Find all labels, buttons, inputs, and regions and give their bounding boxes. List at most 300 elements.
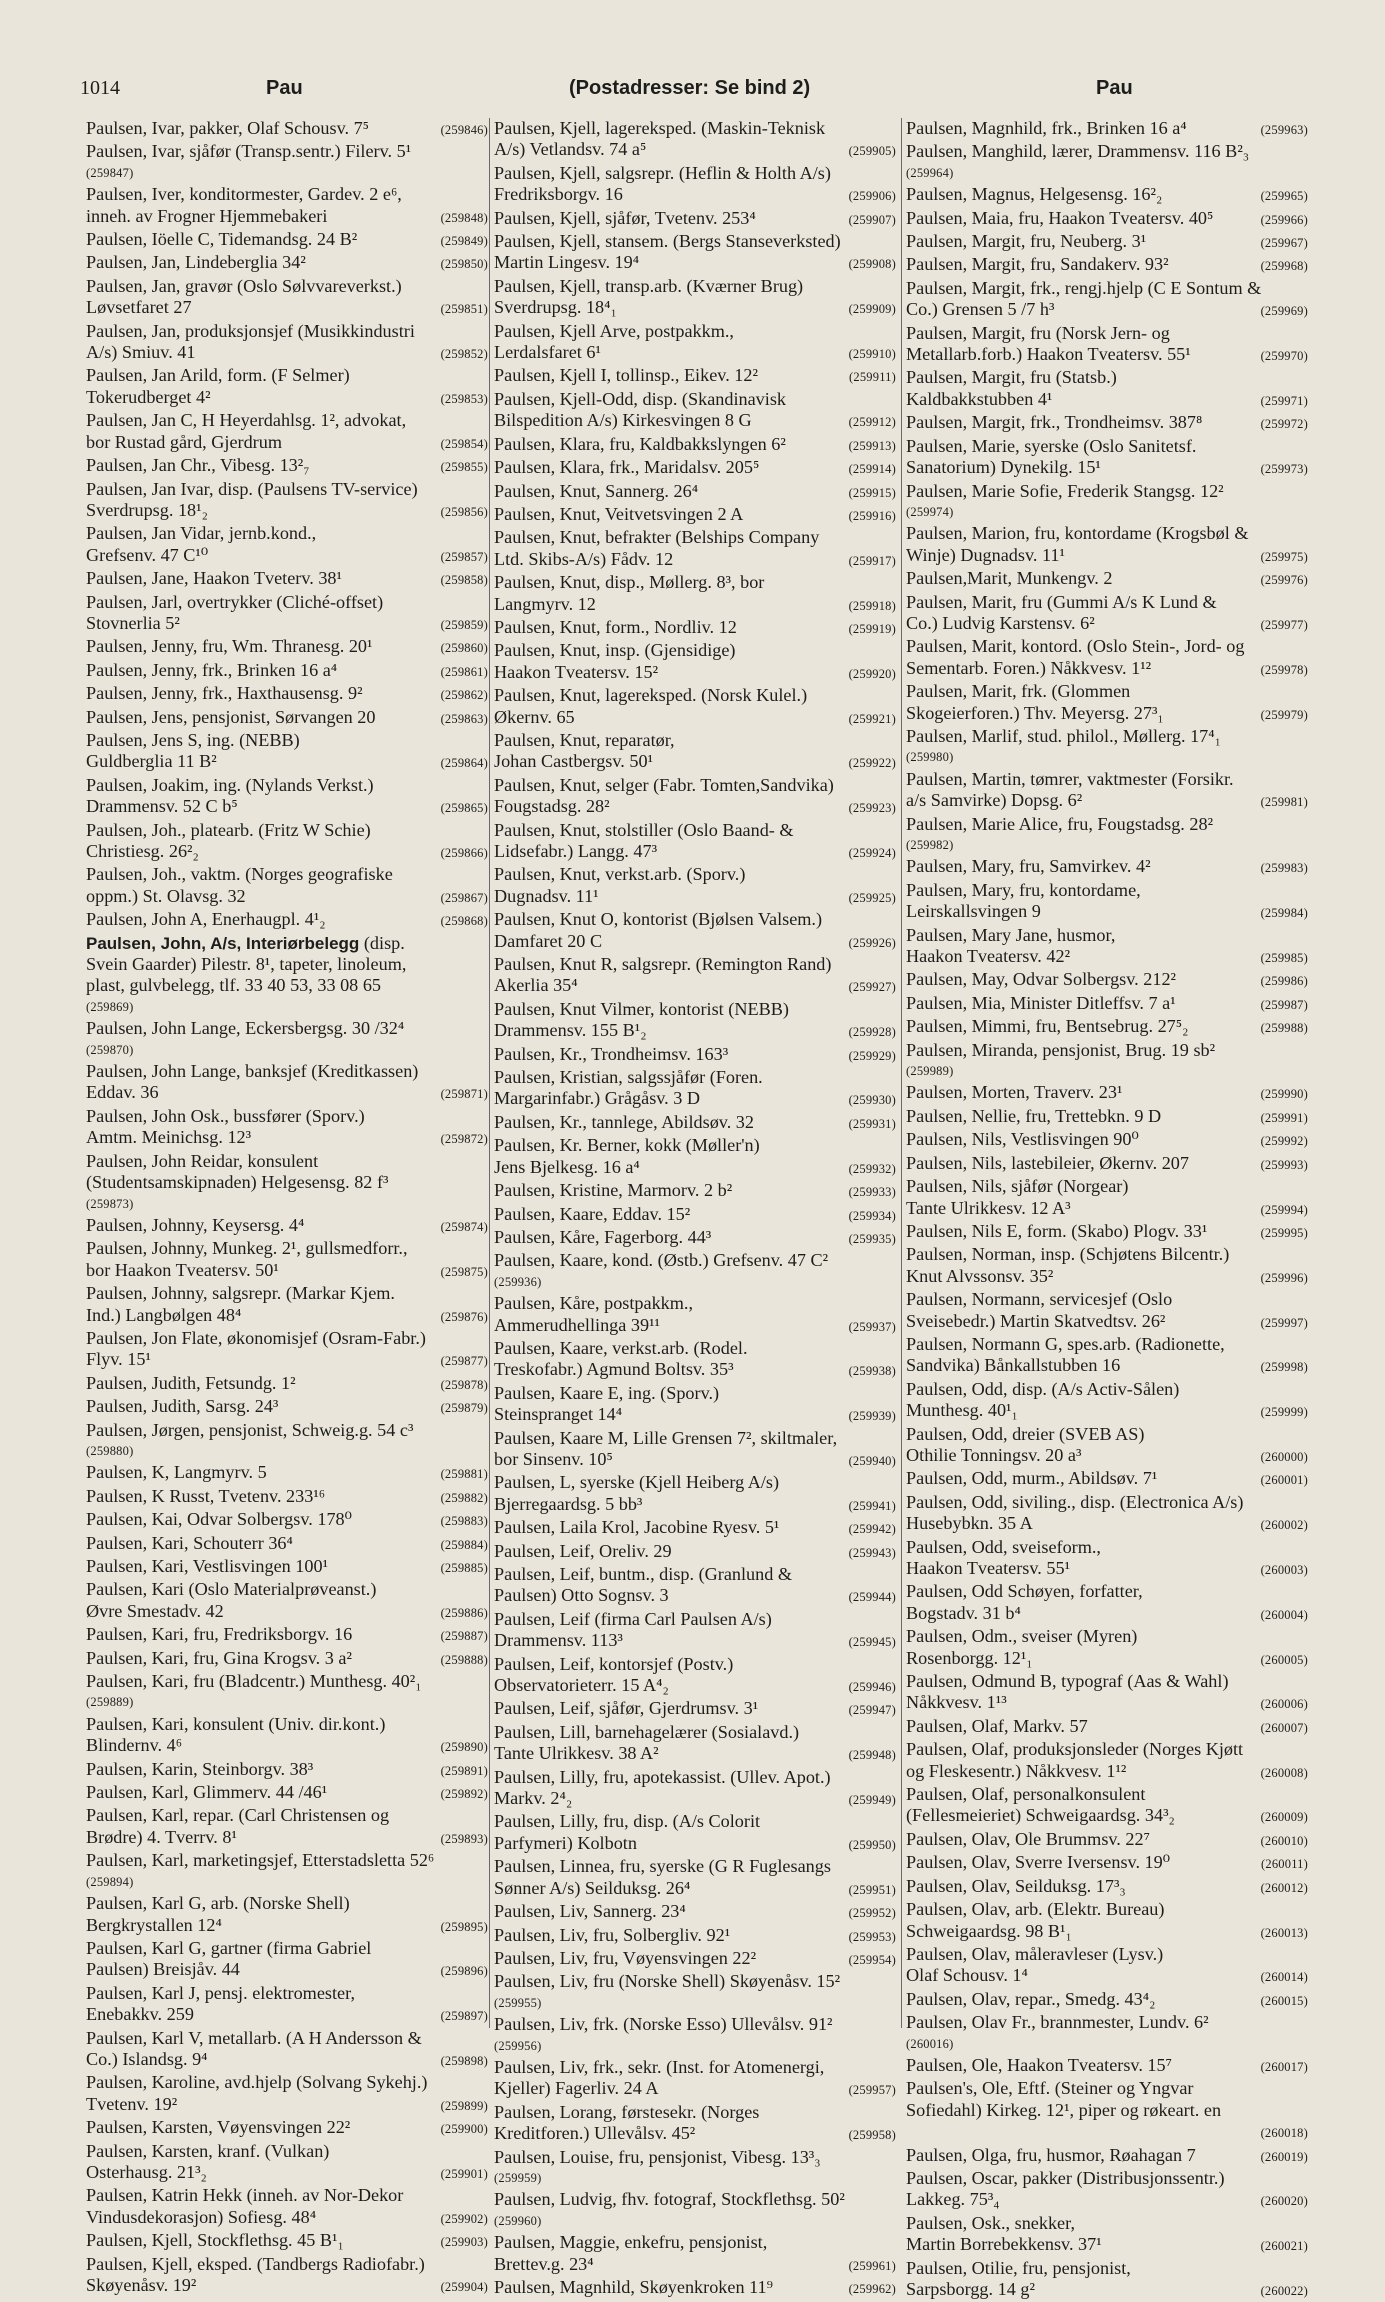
entry-text: Paulsen, Kari, fru, Fredriksborgv. 16 — [86, 1624, 353, 1645]
directory-entry — [86, 1648, 488, 1671]
directory-entry — [494, 504, 896, 527]
entry-text: Paulsen, John Osk., bussfører (Sporv.) — [86, 1105, 365, 1126]
phone-number: (260003) — [1260, 1563, 1308, 1577]
entry-text: Haakon Tveatersv. 15² — [494, 661, 659, 682]
phone-number: (260018) — [1260, 2126, 1308, 2141]
entry-text: Sverdrupsg. 18¹₂ — [86, 499, 208, 520]
entry-text: Paulsen, Joh., platearb. (Fritz W Schie) — [86, 819, 371, 840]
phone-number: (259995) — [1260, 1225, 1308, 1240]
entry-text: a/s Samvirke) Dopsg. 6² — [906, 790, 1083, 811]
phone-number: (259993) — [1260, 1157, 1308, 1172]
entry-text: Paulsen, Knut Vilmer, kontorist (NEBB) — [494, 998, 789, 1019]
directory-entry — [906, 880, 1308, 925]
phone-number: (259903) — [440, 2235, 488, 2250]
directory-entry — [906, 1944, 1308, 1989]
entry-text: Paulsen, Odd, disp. (A/s Activ-Sålen) — [906, 1378, 1180, 1399]
phone-number: (259898) — [440, 2053, 488, 2068]
phone-number: (259961) — [848, 2258, 896, 2273]
phone-number: (259913) — [848, 438, 896, 453]
entry-text: Paulsen, Karl G, arb. (Norske Shell) — [86, 1893, 350, 1914]
entry-text: Paulsen, Marlif, stud. philol., Møllerg. 17⁴₁ — [906, 725, 1221, 746]
entry-text: Sarpsborgg. 14 g² — [906, 2279, 1035, 2299]
entry-text: Paulsen, Marit, kontord. (Oslo Stein-, Jord- og — [906, 636, 1245, 657]
entry-text: Paulsen, Odd Schøyen, forfatter, — [906, 1581, 1143, 1602]
phone-number: (259879) — [440, 1401, 488, 1416]
entry-text: Paulsen, Nellie, fru, Trettebkn. 9 D — [906, 1105, 1162, 1126]
phone-number: (259947) — [848, 1703, 896, 1718]
entry-text: Paulsen, May, Odvar Solbergsv. 212² — [906, 969, 1176, 990]
entry-text: Paulsen, Kjell, eksped. (Tandbergs Radiofabr.) — [86, 2253, 425, 2274]
entry-text: Paulsen, Iver, konditormester, Gardev. 2 e⁶, — [86, 184, 402, 205]
directory-entry — [906, 231, 1308, 254]
entry-text: Paulsen, Johnny, Keysersg. 4⁴ — [86, 1214, 305, 1235]
entry-text: Tvetenv. 19² — [86, 2093, 178, 2114]
entry-text: Dugnadsv. 11¹ — [494, 885, 599, 906]
entry-text: Nåkkvesv. 1¹³ — [906, 1692, 1007, 1713]
phone-number: (259985) — [1260, 951, 1308, 966]
directory-entry — [86, 1018, 488, 1061]
phone-number: (259969) — [1260, 304, 1308, 319]
phone-number: (259971) — [1260, 393, 1308, 408]
page-number: 1014 — [80, 77, 120, 99]
entry-text: Paulsen, Kristine, Marmorv. 2 b² — [494, 1180, 733, 1201]
directory-entry — [494, 321, 896, 366]
directory-entry — [906, 2168, 1308, 2213]
entry-text: Jens Bjelkesg. 16 a⁴ — [494, 1156, 640, 1177]
directory-entry — [86, 592, 488, 637]
phone-number: (259921) — [848, 711, 896, 726]
phone-number: (260014) — [1260, 1970, 1308, 1985]
entry-text: Paulsen, Jenny, frk., Haxthausensg. 9² — [86, 683, 363, 704]
phone-number: (259950) — [848, 1837, 896, 1852]
entry-text: Bergkrystallen 12⁴ — [86, 1914, 222, 1935]
phone-number: (260020) — [1260, 2194, 1308, 2209]
entry-text: Paulsen, Kjell, stansem. (Bergs Stanseverksted) — [494, 231, 841, 252]
directory-entry — [86, 1238, 488, 1283]
phone-number: (259914) — [848, 462, 896, 477]
entry-text: Bjerregaardsg. 5 bb³ — [494, 1493, 643, 1514]
entry-text: Observatorieterr. 15 A⁴₂ — [494, 1675, 669, 1696]
entry-text: Paulsen, Nils, sjåfør (Norgear) — [906, 1176, 1129, 1197]
directory-entry — [86, 2141, 488, 2186]
entry-text: Haakon Tveatersv. 55¹ — [906, 1558, 1071, 1578]
directory-entry — [906, 769, 1308, 814]
directory-entry — [86, 1486, 488, 1509]
directory-entry — [906, 1899, 1308, 1944]
entry-text: Paulsen, Kaare, verkst.arb. (Rodel. — [494, 1337, 748, 1358]
phone-number: (259872) — [440, 1132, 488, 1147]
entry-text: Paulsen, Olaf, produksjonsleder (Norges Kjøtt — [906, 1739, 1244, 1760]
phone-number: (260001) — [1260, 1473, 1308, 1488]
phone-number: (259981) — [1260, 795, 1308, 810]
entry-text: Paulsen, Mimmi, fru, Bentsebrug. 27⁵₂ — [906, 1016, 1189, 1037]
phone-number: (259976) — [1260, 573, 1308, 588]
directory-column-2 — [494, 118, 896, 2300]
entry-text: Ammerudhellinga 39¹¹ — [494, 1314, 660, 1335]
directory-entry — [86, 1061, 488, 1106]
phone-number: (259886) — [440, 1605, 488, 1620]
phone-number: (259944) — [848, 1590, 896, 1605]
phone-number: (259925) — [848, 890, 896, 905]
phone-number: (259915) — [848, 485, 896, 500]
entry-text: Paulsen, Knut O, kontorist (Bjølsen Valsem.) — [494, 909, 823, 930]
entry-text: plast, gulvbelegg, tlf. 33 40 53, 33 08 65 — [86, 975, 382, 996]
directory-entry — [86, 1938, 488, 1983]
entry-text: Rosenborgg. 12¹₁ — [906, 1647, 1033, 1668]
directory-entry — [494, 481, 896, 504]
phone-number: (260015) — [1260, 1993, 1308, 2008]
directory-entry — [494, 954, 896, 999]
directory-entry — [494, 999, 896, 1044]
directory-entry — [494, 1541, 896, 1564]
directory-entry — [86, 1283, 488, 1328]
directory-entry — [494, 1811, 896, 1856]
entry-text: Paulsen, John A, Enerhaugpl. 4¹₂ — [86, 909, 326, 930]
entry-text: Paulsen, Kjell I, tollinsp., Eikev. 12² — [494, 365, 758, 386]
column-divider — [901, 118, 902, 2028]
entry-text: Eddav. 36 — [86, 1082, 159, 1103]
directory-entry — [86, 1420, 488, 1463]
entry-text: Paulsen, Joh., vaktm. (Norges geografiske — [86, 864, 393, 885]
entry-text: Paulsen, Odmund B, typograf (Aas & Wahl) — [906, 1671, 1229, 1692]
entry-text: Paulsen, Liv, fru, Vøyensvingen 22² — [494, 1947, 757, 1968]
entry-text: Paulsen, Olav, arb. (Elektr. Bureau) — [906, 1899, 1165, 1920]
directory-entry — [494, 1293, 896, 1338]
phone-number: (259982) — [906, 838, 954, 852]
directory-entry — [906, 2258, 1308, 2302]
directory-entry — [494, 231, 896, 276]
entry-text: Co.) Ludvig Karstensv. 6² — [906, 612, 1095, 633]
phone-number: (259890) — [440, 1740, 488, 1755]
directory-entry — [86, 775, 488, 820]
phone-number: (259891) — [440, 1763, 488, 1778]
directory-entry — [906, 993, 1308, 1016]
entry-text: Paulsen, Jørgen, pensjonist, Schweig.g. 54 c³ — [86, 1419, 414, 1440]
entry-text: Paulsen, Knut, verkst.arb. (Sporv.) — [494, 864, 746, 885]
entry-text: Sofiedahl) Kirkeg. 12¹, piper og røkeart. en — [906, 2099, 1222, 2120]
entry-text: Guldberglia 11 B² — [86, 751, 217, 772]
entry-text: Paulsen, Jan Ivar, disp. (Paulsens TV-service) — [86, 478, 418, 499]
entry-text: bor Sinsenv. 10⁵ — [494, 1448, 613, 1469]
phone-number: (260008) — [1260, 1765, 1308, 1780]
entry-text: Paulsen, Klara, frk., Maridalsv. 205⁵ — [494, 457, 760, 478]
phone-number: (259983) — [1260, 861, 1308, 876]
entry-text: Løvsetfaret 27 — [86, 297, 192, 318]
directory-entry — [494, 1250, 896, 1293]
entry-text: Paulsen, Kristian, salgssjåfør (Foren. — [494, 1067, 763, 1088]
directory-entry — [86, 252, 488, 275]
directory-entry — [906, 1468, 1308, 1491]
phone-number: (259929) — [848, 1048, 896, 1063]
entry-text: Olaf Schousv. 1⁴ — [906, 1965, 1028, 1986]
phone-number: (259926) — [848, 935, 896, 950]
entry-text: Vindusdekorasjon) Sofiesg. 48⁴ — [86, 2206, 317, 2227]
phone-number: (259955) — [494, 1995, 542, 2010]
phone-number: (259902) — [440, 2211, 488, 2226]
phone-number: (259932) — [848, 1161, 896, 1176]
phone-number: (259952) — [848, 1906, 896, 1921]
entry-text: Paulsen, Olga, fru, husmor, Røahagan 7 — [906, 2144, 1196, 2165]
phone-number: (259858) — [440, 573, 488, 588]
entry-text: Paulsen, Mia, Minister Ditleffsv. 7 a¹ — [906, 992, 1176, 1013]
directory-entry — [906, 1876, 1308, 1899]
entry-text: Osterhausg. 21³₂ — [86, 2161, 207, 2182]
directory-entry — [906, 412, 1308, 435]
entry-text: Paulsen, Maia, fru, Haakon Tveatersv. 40⁵ — [906, 207, 1214, 228]
phone-number: (259904) — [440, 2280, 488, 2294]
directory-entry — [906, 118, 1308, 141]
entry-text: Brødre) 4. Tverrv. 8¹ — [86, 1826, 237, 1847]
entry-text: Brettev.g. 23⁴ — [494, 2253, 594, 2274]
entry-text: Paulsen, Olaf, Markv. 57 — [906, 1715, 1088, 1736]
phone-number: (259860) — [440, 641, 488, 656]
directory-entry — [86, 1624, 488, 1647]
directory-entry — [86, 660, 488, 683]
phone-number: (259875) — [440, 1264, 488, 1279]
entry-text: Paulsen, Kjell, transp.arb. (Kværner Brug) — [494, 275, 804, 296]
entry-text: Paulsen, K Russt, Tvetenv. 233¹⁶ — [86, 1485, 326, 1506]
directory-entry — [86, 229, 488, 252]
entry-text: Økernv. 65 — [494, 706, 575, 727]
entry-text: Steinspranget 14⁴ — [494, 1404, 623, 1425]
entry-text: Paulsen, Kr., Trondheimsv. 163³ — [494, 1043, 729, 1064]
directory-entry — [494, 1044, 896, 1067]
entry-text: Paulsen, Liv, fru (Norske Shell) Skøyenåsv. 15² — [494, 1971, 841, 1992]
entry-text: Paulsen, Knut, reparatør, — [494, 729, 675, 750]
phone-number: (259866) — [440, 846, 488, 860]
phone-number: (259962) — [848, 2282, 896, 2296]
directory-entry — [86, 479, 488, 524]
directory-entry — [906, 1739, 1308, 1784]
entry-text: Paulsen, Liv, frk. (Norske Esso) Ullevålsv. 91² — [494, 2014, 833, 2035]
directory-entry — [86, 1328, 488, 1373]
directory-entry — [494, 1383, 896, 1428]
directory-entry — [86, 683, 488, 706]
phone-number: (259924) — [848, 846, 896, 860]
directory-entry — [86, 2185, 488, 2230]
phone-number: (259999) — [1260, 1405, 1308, 1420]
entry-text: Paulsen, Odd, dreier (SVEB AS) — [906, 1423, 1145, 1444]
entry-text: Paulsen, Knut, lagereksped. (Norsk Kulel.) — [494, 685, 808, 706]
entry-text: Margarinfabr.) Grågåsv. 3 D — [494, 1088, 701, 1109]
directory-entry — [906, 208, 1308, 231]
directory-entry — [86, 2028, 488, 2073]
directory-entry — [494, 1767, 896, 1812]
phone-number: (259894) — [86, 1874, 134, 1889]
entry-text: Langmyrv. 12 — [494, 593, 596, 614]
directory-entry — [86, 2254, 488, 2299]
phone-number: (259972) — [1260, 417, 1308, 432]
entry-text: Paulsen, Nils E, form. (Skabo) Plogv. 33¹ — [906, 1220, 1208, 1241]
phone-number: (259877) — [440, 1354, 488, 1369]
entry-text: Ltd. Skibs-A/s) Fådv. 12 — [494, 548, 674, 569]
entry-text: Svein Gaarder) Pilestr. 8¹, tapeter, linoleum, — [86, 954, 407, 975]
entry-text: Paulsen, Kari, Vestlisvingen 100¹ — [86, 1556, 329, 1576]
entry-text: Stovnerlia 5² — [86, 612, 180, 633]
entry-text: Paulsen, Jens, pensjonist, Sørvangen 20 — [86, 706, 376, 727]
entry-text: Kreditforen.) Ullevålsv. 45² — [494, 2123, 696, 2144]
entry-text: Paulsen, Jenny, frk., Brinken 16 a⁴ — [86, 659, 338, 680]
entry-text: Munthesg. 40¹₁ — [906, 1400, 1018, 1421]
directory-entry — [86, 1714, 488, 1759]
phone-number: (259967) — [1260, 236, 1308, 251]
directory-entry — [906, 323, 1308, 368]
phone-number: (259910) — [848, 347, 896, 362]
directory-entry — [906, 1784, 1308, 1829]
entry-text: Paulsen, Olav, repar., Smedg. 43⁴₂ — [906, 1988, 1156, 2009]
entry-text: A/s) Smiuv. 41 — [86, 342, 196, 363]
entry-text: Flyv. 15¹ — [86, 1349, 151, 1370]
directory-entry — [906, 1016, 1308, 1039]
bold-company-name: Paulsen, John, A/s, Interiørbelegg — [86, 933, 360, 953]
phone-number: (260011) — [1261, 1857, 1308, 1872]
phone-number: (259986) — [1260, 974, 1308, 989]
phone-number: (259930) — [848, 1093, 896, 1108]
entry-text: Paulsen, Kai, Odvar Solbergsv. 178⁰ — [86, 1509, 352, 1530]
directory-entry — [86, 276, 488, 321]
phone-number: (259940) — [848, 1453, 896, 1468]
phone-number: (259881) — [440, 1467, 488, 1482]
phone-number: (259931) — [848, 1116, 896, 1131]
phone-number: (259896) — [440, 1964, 488, 1979]
phone-number: (259996) — [1260, 1270, 1308, 1285]
entry-text: Paulsen, Margit, frk., Trondheimsv. 387⁸ — [906, 412, 1203, 433]
entry-text: Martin Lingesv. 19⁴ — [494, 252, 640, 273]
entry-text: Paulsen, Olav, Seilduksg. 17³₃ — [906, 1875, 1126, 1896]
phone-number: (259847) — [86, 165, 134, 180]
entry-text: (Studentsamskipnaden) Helgesensg. 82 f³ — [86, 1172, 389, 1193]
entry-text: Paulsen, Magnhild, Skøyenkroken 11⁹ — [494, 2277, 773, 2297]
directory-entry — [86, 1579, 488, 1624]
entry-text: Paulsen, Knut, insp. (Gjensidige) — [494, 640, 736, 661]
entry-text: Paulsen, Karsten, kranf. (Vulkan) — [86, 2140, 330, 2161]
directory-entry — [86, 1533, 488, 1556]
entry-text: Treskofabr.) Agmund Boltsv. 35³ — [494, 1359, 734, 1380]
entry-text: Paulsen, Kjell-Odd, disp. (Skandinavisk — [494, 388, 786, 409]
directory-entry — [86, 1983, 488, 2028]
directory-entry — [86, 1396, 488, 1419]
phone-number: (260019) — [1260, 2149, 1308, 2164]
directory-entry — [906, 254, 1308, 277]
entry-text: Paulsen, Otilie, fru, pensjonist, — [906, 2257, 1131, 2278]
phone-number: (260009) — [1260, 1810, 1308, 1825]
header-keyword-left: Pau — [266, 77, 303, 99]
phone-number: (259948) — [848, 1748, 896, 1763]
directory-entry — [906, 925, 1308, 970]
entry-text: Paulsen, Leif, Oreliv. 29 — [494, 1540, 672, 1561]
entry-text: Christiesg. 26²₂ — [86, 841, 199, 861]
phone-number: (259905) — [848, 144, 896, 159]
entry-text: Paulsen, Martin, tømrer, vaktmester (Forsikr. — [906, 768, 1234, 789]
entry-text: Paulsen, Leif (firma Carl Paulsen A/s) — [494, 1608, 772, 1629]
entry-text: Enebakkv. 259 — [86, 2004, 194, 2025]
directory-entry — [494, 208, 896, 231]
phone-number: (259973) — [1260, 462, 1308, 477]
entry-text: Paulsen, Kåre, Fagerborg. 44³ — [494, 1226, 712, 1247]
entry-text: Paulsen, K, Langmyrv. 5 — [86, 1462, 267, 1483]
phone-number: (259907) — [848, 212, 896, 227]
entry-text: Paulsen, John Lange, Eckersbergsg. 30 /32⁴ — [86, 1018, 405, 1039]
directory-entry — [86, 2117, 488, 2140]
entry-text: Paulsen, Olav, Ole Brummsv. 22⁷ — [906, 1828, 1150, 1849]
phone-number: (260013) — [1260, 1925, 1308, 1940]
directory-entry — [906, 681, 1308, 726]
entry-text: Paulsen, Oscar, pakker (Distribusjonssentr.) — [906, 2167, 1225, 2188]
entry-text: Paulsen, Karoline, avd.hjelp (Solvang Sykehj.) — [86, 2072, 428, 2093]
entry-text: Paulsen, Iöelle C, Tidemandsg. 24 B² — [86, 229, 358, 250]
directory-entry — [906, 1334, 1308, 1379]
directory-entry — [906, 814, 1308, 857]
phone-number: (259990) — [1260, 1087, 1308, 1102]
entry-text: Paulsen) Otto Sognsv. 3 — [494, 1585, 669, 1606]
entry-text: Paulsen, Joakim, ing. (Nylands Verkst.) — [86, 774, 374, 795]
entry-text: Paulsen, Mary Jane, husmor, — [906, 924, 1116, 945]
entry-text: Paulsen, Leif, sjåfør, Gjerdrumsv. 3¹ — [494, 1698, 759, 1719]
entry-text: Paulsen, Jan Arild, form. (F Selmer) — [86, 365, 350, 386]
phone-number: (259953) — [848, 1929, 896, 1944]
entry-text: Metallarb.forb.) Haakon Tveatersv. 55¹ — [906, 344, 1191, 365]
entry-text: bor Haakon Tveatersv. 50¹ — [86, 1259, 279, 1280]
entry-text: Lidsefabr.) Langg. 47³ — [494, 841, 658, 861]
entry-text: Paulsen, Leif, kontorsjef (Postv.) — [494, 1653, 734, 1674]
phone-number: (259865) — [440, 801, 488, 816]
entry-text: Paulsen, Jon Flate, økonomisjef (Osram-Fabr.) — [86, 1327, 426, 1348]
entry-text: Johan Castbergsv. 50¹ — [494, 751, 654, 772]
directory-entry — [86, 1893, 488, 1938]
entry-text: Schweigaardsg. 98 B¹₁ — [906, 1920, 1072, 1941]
phone-number: (260006) — [1260, 1697, 1308, 1712]
entry-text: Paulsen, Knut, befrakter (Belships Company — [494, 527, 820, 548]
directory-entry — [906, 1671, 1308, 1716]
directory-entry — [494, 365, 896, 388]
entry-text: Sønner A/s) Seilduksg. 26⁴ — [494, 1877, 691, 1898]
entry-text: Paulsen, Karl G, gartner (firma Gabriel — [86, 1937, 372, 1958]
directory-entry — [494, 909, 896, 954]
directory-entry — [494, 1112, 896, 1135]
entry-text: Paulsen, Jan, Lindeberglia 34² — [86, 252, 306, 273]
directory-entry — [86, 636, 488, 659]
directory-entry — [86, 568, 488, 591]
entry-text: Paulsen, Nils, Vestlisvingen 90⁰ — [906, 1129, 1139, 1150]
entry-text: Paulsen, Jarl, overtrykker (Cliché-offset) — [86, 591, 384, 612]
entry-text: Paulsen, Margit, frk., rengj.hjelp (C E Sontum & — [906, 277, 1262, 298]
directory-entry — [906, 481, 1308, 524]
entry-text: Paulsen, Knut, Sannerg. 26⁴ — [494, 480, 699, 501]
entry-text: Paulsen, Olaf, personalkonsulent — [906, 1784, 1146, 1805]
entry-text: Paulsen, Ivar, sjåfør (Transp.sentr.) Filerv. 5¹ — [86, 141, 412, 162]
phone-number: (259862) — [440, 688, 488, 703]
entry-text: oppm.) St. Olavsg. 32 — [86, 885, 246, 906]
directory-entry — [86, 820, 488, 865]
entry-text: Leirskallsvingen 9 — [906, 901, 1041, 922]
directory-entry — [86, 1215, 488, 1238]
entry-text: Paulsen, Knut, stolstiller (Oslo Baand- & — [494, 819, 794, 840]
phone-number: (259857) — [440, 549, 488, 564]
entry-text: Paulsen, Jan Chr., Vibesg. 13²₇ — [86, 455, 310, 476]
phone-number: (259863) — [440, 711, 488, 726]
phone-number: (259882) — [440, 1490, 488, 1505]
directory-entry — [906, 1289, 1308, 1334]
entry-text: Paulsen, Kaare E, ing. (Sporv.) — [494, 1382, 720, 1403]
phone-number: (259846) — [440, 123, 488, 137]
directory-entry — [86, 184, 488, 229]
phone-number: (259884) — [440, 1537, 488, 1552]
entry-text: Drammensv. 155 B¹₂ — [494, 1020, 647, 1041]
entry-text: Paulsen, Judith, Sarsg. 24³ — [86, 1396, 279, 1417]
phone-number: (259946) — [848, 1680, 896, 1695]
directory-entry — [86, 1759, 488, 1782]
phone-number: (259849) — [440, 234, 488, 249]
